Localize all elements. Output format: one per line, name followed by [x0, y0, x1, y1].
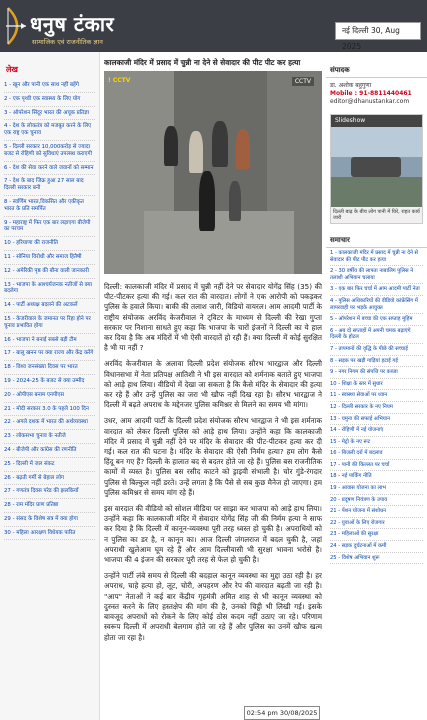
news-link[interactable]: 23 - महिलाओं की सुरक्षा — [330, 529, 423, 541]
photo-cctv-tag: CCTV — [292, 77, 314, 86]
news-link[interactable]: 18 - नई पार्किंग नीति — [330, 471, 423, 483]
editor-heading: संपादक — [326, 52, 427, 78]
article-link[interactable]: 15 - केजरीवाल के जमानत पर रिहा होने पर चुनाव प्रभावित होगा — [4, 313, 95, 334]
news-link[interactable]: 25 - विशेष अभियान शुरू — [330, 553, 423, 565]
articles-title: लेख — [6, 65, 18, 74]
article-link[interactable]: 3 - ऑपरेशन सिंदूर भारत की अचूक प्रतिज्ञा — [4, 107, 95, 121]
article-link[interactable]: 5 - दिल्ली सरकार 10,000करोड़ से ज्यादा बजट से रोहिणी को सुविधाएं उपलब्ध कराएगी — [4, 141, 95, 162]
article-paragraph: उन्होंने पार्टी लंबे समय से दिल्ली की बदहाल कानून व्यवस्था का मुद्दा उठा रही है। हर अपराध, चाहे हत्या हो, लूट, चोरी, अपहरण और रेप की वारदात बढ़ती जा रही है। "आप" नेताओं ने कई बार केंद्रीय गृहमंत्री अमित शाह से भी कानून व्यवस्था को दुरुस्त करने के लिए हस्तक्षेप की मांग की है, उनको चिट्ठी भी लिखी गई। इसके बावजूद अपराधों को रोकने के लिए कोई ठोस कदम नहीं उठाए जा रहे। परिणाम स्वरूप दिल्ली में अपराधी बेलगाम होते जा रहे हैं और पुलिस का उनमें खौफ खत्म होता जा रहा है। — [104, 571, 322, 642]
article-link[interactable]: 16 - भाजपा ने बनाई सबसे बड़ी टीम — [4, 334, 95, 348]
site-name: धनुष टंकार — [30, 12, 115, 36]
slideshow-image[interactable] — [331, 127, 423, 207]
article-link[interactable]: 1 - खून और पानी एक साथ नहीं बहेंगे — [4, 79, 95, 93]
news-link[interactable]: 14 - रोहिणी में नई योजनाएं — [330, 425, 423, 437]
editor-email[interactable]: editor@dhanustankar.com — [330, 98, 410, 105]
news-link[interactable]: 20 - प्रदूषण नियंत्रण के उपाय — [330, 495, 423, 507]
article-link[interactable]: 7 - देश के बाद जिक्र हुआ 27 साल बाद दिल्ली सरकार बनी — [4, 175, 95, 196]
bow-arrow-icon — [4, 6, 28, 46]
editor-contact — [326, 78, 427, 110]
news-link[interactable]: 8 - सड़क पर खड़ी गाड़ियां हटाई गई — [330, 356, 423, 368]
news-heading: समाचार — [326, 228, 427, 248]
news-list — [326, 248, 427, 564]
article-paragraph: अरविंद केजरीवाल के अलावा दिल्ली प्रदेश संयोजक सौरभ भारद्वाज और दिल्ली विधानसभा में नेता प्रतिपक्ष आतिशी ने भी इस वारदात को शर्मनाक बताते हुए भाजपा को आड़े हाथ लिया। वीडियो में देखा जा सकता है कि कैसे मंदिर के सेवादार की हत्या कर रहे हैं और उन्हें पुलिस का जरा भी खौफ नहीं दिख रहा है। सौरभ भारद्वाज ने दिल्ली में बढ़ते अपराध के मद्देनजर पुलिस कमिश्नर से मिलने का समय भी मांगा। — [104, 359, 322, 410]
article-link[interactable]: 13 - भाजपा के आश्चर्यजनक नतीजों से क्या बदलेगा — [4, 279, 95, 300]
article-headline: कालकाजी मंदिर में प्रसाद में चुन्नी ना देने से सेवादार की पीट पीट कर हत्या — [104, 58, 301, 67]
article-link[interactable]: 17 - बालू खनन पर क्या राज्य और केंद्र करेंगे — [4, 347, 95, 361]
editor-mobile[interactable]: Mobile : 91-8811440461 — [330, 90, 412, 97]
article-link[interactable]: 11 - सोनिया विरोधी और समाज हितैषी — [4, 251, 95, 265]
news-link[interactable]: 1 - कालकाजी मंदिर में प्रसाद में चुन्नी ना देने से सेवादार की पीट पीट कर हत्या — [330, 248, 423, 266]
news-link[interactable]: 3 - एक बार फिर चर्चा में आम आदमी पार्टी नेता — [330, 284, 423, 296]
news-link[interactable]: 22 - युवाओं के लिए रोजगार — [330, 518, 423, 530]
news-link[interactable]: 19 - आवास योजना का लाभ — [330, 483, 423, 495]
site-tagline: सामाजिक एवं राजनीतिक ज्ञान — [32, 38, 103, 46]
right-sidebar — [326, 52, 427, 720]
article-link[interactable]: 18 - विश्व जनसंख्या दिवस पर भारत — [4, 361, 95, 375]
article-paragraph: उधर, आम आदमी पार्टी के दिल्ली प्रदेश संयोजक सौरभ भारद्वाज ने भी इस शर्मनाक वारदात को लेकर दिल्ली पुलिस को आड़े हाथ लिया। उन्होंने कहा कि कालकाजी मंदिर में प्रसाद में चुन्नी नहीं देने पर मंदिर के सेवादार की पीट-पीटकर हत्या कर दी गई। कल रात की घटना है। मंदिर के सेवादार की ऐसी निर्मम हत्या? हम लोग कैसे हिंदू बन गए हैं? दिल्ली के हालात बद से बदतर होते जा रहे हैं। पुलिस बस राजनीतिक कामों में व्यस्त है। पुलिस बस रसीद काटने को ड्राइवी संभाली है। चोर गुंडे-रंगदार पुलिस से बिल्कुल नहीं डरते। उन्हें लगता है कि पैसे से सब कुछ मैनेज हो जाएगा। हम पुलिस कमिश्नर से समय मांग रहे हैं। — [104, 416, 322, 497]
editor-name: डा. अशोक बहुगुणा — [330, 82, 372, 89]
news-link[interactable]: 2 - 30 वर्षीय की लापता नाबालिग पुलिस ने तलाशी अभियान चलाया — [330, 266, 423, 284]
article-link[interactable]: 22 - अगले दशक में भारत की अर्थव्यवस्था — [4, 416, 95, 430]
main-article — [104, 52, 322, 720]
news-link[interactable]: 16 - बिजली दरों में बदलाव — [330, 448, 423, 460]
articles-sidebar — [0, 52, 100, 720]
articles-list — [0, 79, 99, 540]
current-date: नई दिल्ली 30, Aug 2025 — [335, 22, 421, 40]
photo-warning-label: ! CCTV — [108, 77, 131, 84]
news-link[interactable]: 6 - अब दो सप्ताहों में अपनी चमक बढ़ाएंगे दिल्ली के होटल — [330, 326, 423, 344]
slideshow-label: Slideshow — [331, 115, 423, 127]
article-link[interactable]: 30 - महिला आरक्षण विधेयक पारित — [4, 527, 95, 541]
site-header — [0, 0, 427, 52]
news-link[interactable]: 11 - स्वास्थ्य सेवाओं पर ध्यान — [330, 390, 423, 402]
article-link[interactable]: 21 - मोदी सरकार 3.0 के पहले 100 दिन — [4, 403, 95, 417]
article-link[interactable]: 28 - राम मंदिर प्राण प्रतिष्ठा — [4, 499, 95, 513]
article-link[interactable]: 4 - देश के लोकतंत्र को मजबूत करने के लिए एक राष्ट्र एक चुनाव — [4, 120, 95, 141]
article-link[interactable]: 2 - एक पृथ्वी एक स्वास्थ्य के लिए योग — [4, 93, 95, 107]
article-timestamp: 02:54 pm 30/08/2025 — [244, 706, 320, 720]
article-link[interactable]: 14 - पार्टी अध्यक्ष बदलने की अटकलें — [4, 299, 95, 313]
article-body — [104, 282, 322, 643]
news-link[interactable]: 12 - दिल्ली सरकार के नए नियम — [330, 402, 423, 414]
article-link[interactable]: 12 - अमेरिकी पृष्ठ की बौना वाली जानकारी — [4, 265, 95, 279]
news-link[interactable]: 9 - नगर निगम की संपत्ति पर कब्जा — [330, 367, 423, 379]
article-link[interactable]: 27 - गणतंत्र दिवस परेड की झलकियाँ — [4, 485, 95, 499]
news-link[interactable]: 7 - तापमानों की वृद्धि के पीछे की सच्चाई — [330, 344, 423, 356]
article-paragraph: दिल्ली: कालकाजी मंदिर में प्रसाद में चुन्नी नहीं देने पर सेवादार योगेंद्र सिंह (35) की पीट-पीटकर हत्या की गई। कल रात की वारदात। लोगों ने एक आरोपी को पकड़कर पुलिस के हवाले किया। बाकी की तलाश जारी, विडियो वायरल। आम आदमी पार्टी के राष्ट्रीय संयोजक अरविंद केजरीवाल ने ट्विटर के माध्यम से दिल्ली की रेखा गुप्ता सरकार पर निशाना साधते हुए कहा कि भाजपा के चारों इंजनों ने दिल्ली का ये हाल कर दिया है कि अब मंदिरों में भी ऐसी वारदातें हो रही हैं। क्या दिल्ली में कोई सुरक्षित है भी या नहीं ? — [104, 282, 322, 353]
article-link[interactable]: 10 - हरियाणा की राजनीति — [4, 237, 95, 251]
news-link[interactable]: 21 - पेंशन योजना में संशोधन — [330, 506, 423, 518]
article-link[interactable]: 6 - देश की सेवा करने वाले जवानों को सम्मान — [4, 162, 95, 176]
slideshow-caption: दिल्ली बाढ़ के बीच लोग पानी में घिरे, राहत कार्य जारी — [333, 209, 420, 221]
news-link[interactable]: 15 - मेट्रो के नए रूट — [330, 437, 423, 449]
article-link[interactable]: 26 - बढ़ती गर्मी से बेहाल लोग — [4, 472, 95, 486]
article-link[interactable]: 9 - महाराष्ट्र में फिर एक बार लड़ाएगा बीजेपी का परचम — [4, 217, 95, 238]
article-link[interactable]: 20 - ओपीएस बनाम एनपीएस — [4, 389, 95, 403]
slideshow[interactable] — [330, 114, 423, 224]
article-link[interactable]: 23 - लोकसभा चुनाव के नतीजे — [4, 430, 95, 444]
news-link[interactable]: 17 - पानी की किल्लत पर चर्चा — [330, 460, 423, 472]
news-link[interactable]: 5 - ऑपरेशन में बच्चा की एक सप्ताह मुहिम — [330, 314, 423, 326]
site-logo[interactable] — [4, 4, 134, 48]
article-link[interactable]: 29 - संसद के विशेष सत्र में क्या होगा — [4, 513, 95, 527]
article-link[interactable]: 19 - 2024-25 के बजट से क्या उम्मीद — [4, 375, 95, 389]
article-paragraph: इस वारदात की वीडियो को सोशल मीडिया पर साझा कर भाजपा को आड़े हाथ लिया। उन्होंने कहा कि कालकाजी मंदिर में सेवादार योगेंद्र सिंह जी की निर्मम हत्या ने साफ कर दिया है कि दिल्ली में कानून-व्यवस्था पूरी तरह ध्वस्त हो चुकी है। अपराधियों को न पुलिस का डर है, न कानून का। आज दिल्ली जंगलराज में बदल चुकी है, जहां अपराधी खुलेआम घूम रहे हैं और आम दिल्लीवासी भी सुरक्षा भावना भरोसे है। भाजपा की 4 इंजन की सरकार पूरी तरह से फेल हो चुकी है। — [104, 504, 322, 565]
article-photo[interactable] — [104, 71, 322, 274]
article-link[interactable]: 24 - बीजेपी और कांग्रेस की रणनीति — [4, 444, 95, 458]
news-link[interactable]: 13 - यमुना की सफाई अभियान — [330, 414, 423, 426]
news-link[interactable]: 10 - शिक्षा के स्तर में सुधार — [330, 379, 423, 391]
article-link[interactable]: 25 - दिल्ली में जल संकट — [4, 458, 95, 472]
article-link[interactable]: 8 - स्वर्णिम भारत,विकसित और एकीकृत भारत के प्रति समर्पित — [4, 196, 95, 217]
news-link[interactable]: 4 - पुलिस अधिकारियों की वीडियो कांफ्रेंसिंग में लापरवाही पर भड़के आयुक्त — [330, 296, 423, 314]
news-link[interactable]: 24 - सड़क दुर्घटनाओं में कमी — [330, 541, 423, 553]
